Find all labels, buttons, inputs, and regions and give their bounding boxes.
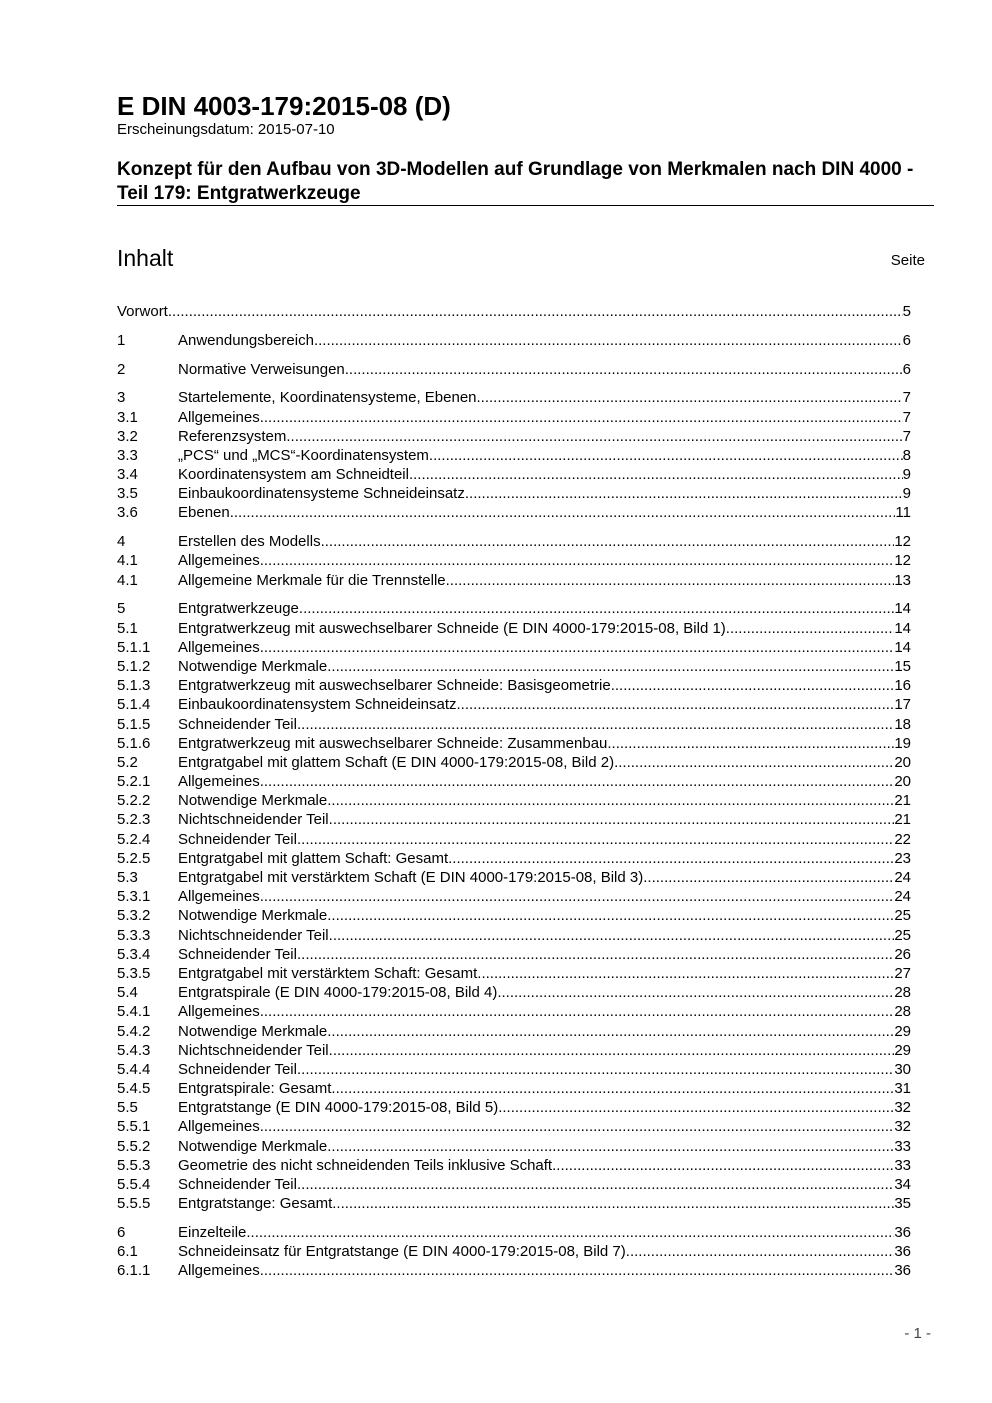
toc-entry-title: Allgemeines [178, 408, 260, 426]
toc-entry-title: Einzelteile [178, 1224, 247, 1241]
toc-entry-title: Schneidender Teil [178, 1176, 297, 1194]
toc-entry-number: 3.6 [117, 504, 138, 522]
toc-entry-page: 20 [894, 753, 911, 771]
toc-entry-title: Notwendige Merkmale [178, 792, 328, 810]
page-number: - 1 - [904, 1325, 931, 1342]
toc-entry-number: 5.4.4 [117, 1060, 151, 1078]
toc-entry-number: 5.1 [117, 619, 138, 637]
toc-entry-title: „PCS“ und „MCS“-Koordinatensystem [178, 446, 429, 464]
toc-entry-title: Anwendungsbereich [178, 331, 314, 349]
toc-entry-number: 5.1.4 [117, 696, 151, 714]
toc-entry-number: 4.1 [117, 571, 138, 589]
toc-entry-page: 27 [894, 964, 911, 982]
toc-dot-leader [327, 906, 894, 925]
toc-dot-leader [331, 1079, 894, 1098]
toc-entry-title: Einbaukoordinatensysteme Schneideinsatz [178, 485, 465, 503]
toc-entry[interactable] [117, 1002, 911, 1021]
toc-dot-leader [329, 810, 895, 829]
toc-entry-number: 5.5 [117, 1099, 138, 1117]
toc-entry-line [178, 638, 911, 657]
toc-entry-number: 5.1.1 [117, 638, 151, 656]
toc-entry-number: 5.4.5 [117, 1080, 151, 1098]
toc-dot-leader [327, 791, 894, 810]
toc-entry-line [178, 1137, 911, 1156]
toc-entry-number: 3.3 [117, 446, 138, 464]
toc-entry-number: 5.3.1 [117, 888, 151, 906]
toc-entry-line [178, 1261, 911, 1280]
toc-entry-number: 5.2.4 [117, 830, 151, 848]
toc-entry-title: Entgratwerkzeuge [178, 600, 299, 618]
toc-entry-number: 5.5.4 [117, 1176, 151, 1194]
toc-entry-page: 15 [894, 657, 911, 675]
toc-dot-leader [429, 446, 903, 465]
toc-dot-leader [345, 360, 903, 379]
toc-entry-line [178, 484, 911, 503]
toc-entry-page: 36 [894, 1243, 911, 1261]
toc-entry-title: Schneidender Teil [178, 830, 297, 848]
toc-dot-leader [297, 945, 894, 964]
toc-entry-line [178, 1242, 911, 1261]
toc-entry-page: 17 [894, 696, 911, 714]
toc-entry-line [178, 1041, 911, 1060]
toc-entry[interactable] [117, 503, 911, 522]
toc-entry-number: 3.5 [117, 485, 138, 503]
toc-entry-number: 5.2.1 [117, 773, 151, 791]
toc-dot-leader [626, 1242, 895, 1261]
toc-entry-line [178, 427, 911, 446]
toc-entry-title: Entgratgabel mit verstärktem Schaft: Gesamt [178, 964, 478, 982]
toc-entry-title: Erstellen des Modells [178, 533, 321, 551]
toc-entry-number: 4.1 [117, 552, 138, 570]
toc-entry-page: 25 [894, 907, 911, 925]
toc-entry[interactable] [117, 427, 911, 446]
toc-entry-title: Entgratgabel mit glattem Schaft: Gesamt [178, 849, 449, 867]
toc-entry-title: Allgemeine Merkmale für die Trennstelle [178, 571, 446, 589]
toc-dot-leader [498, 1098, 894, 1117]
toc-entry-page: 33 [894, 1156, 911, 1174]
toc-entry-line [178, 676, 911, 695]
toc-entry-number: 5.2.3 [117, 811, 151, 829]
toc-entry[interactable] [117, 791, 911, 810]
toc-entry-page: 8 [902, 446, 911, 464]
toc-entry-number: 5.3.2 [117, 907, 151, 925]
toc-entry-title: Koordinatensystem am Schneidteil [178, 466, 409, 484]
toc-entry-page: 20 [894, 773, 911, 791]
toc-entry-line [117, 302, 911, 321]
toc-entry-number: 5.1.3 [117, 677, 151, 695]
toc-entry-line [178, 983, 911, 1002]
toc-entry-title: Allgemeines [178, 1118, 260, 1136]
toc-entry-line [178, 695, 911, 714]
toc-entry-title: Entgratstange (E DIN 4000-179:2015-08, Bild 5) [178, 1099, 499, 1117]
toc-entry-number: 5.4.2 [117, 1022, 151, 1040]
toc-entry[interactable] [117, 1156, 911, 1175]
toc-entry-line [178, 1098, 911, 1117]
toc-entry-title: Nichtschneidender Teil [178, 1041, 329, 1059]
toc-entry-page: 28 [894, 984, 911, 1002]
toc-entry-number: 5.3.4 [117, 945, 151, 963]
toc-entry-page: 29 [894, 1022, 911, 1040]
toc-entry[interactable] [117, 484, 911, 503]
toc-dot-leader [477, 388, 903, 407]
toc-entry[interactable] [117, 849, 911, 868]
toc-entry-title: Allgemeines [178, 773, 260, 791]
toc-entry-page: 35 [894, 1195, 911, 1213]
toc-dot-leader [286, 427, 902, 446]
document-id: E DIN 4003-179:2015-08 (D) [117, 91, 451, 121]
toc-entry-line [178, 388, 911, 407]
toc-entry-page: 24 [894, 888, 911, 906]
toc-entry[interactable] [117, 465, 911, 484]
toc-entry-page: 21 [894, 811, 911, 829]
toc-entry-number: 5.4 [117, 984, 138, 1002]
toc-entry-page: 14 [894, 638, 911, 656]
toc-entry-line [178, 551, 911, 570]
toc-entry-line [178, 1194, 911, 1213]
toc-entry-title: Entgratgabel mit verstärktem Schaft (E DIN 4000-179:2015-08, Bild 3) [178, 869, 644, 887]
toc-entry-title: Referenzsystem [178, 427, 287, 445]
toc-entry[interactable] [117, 1261, 911, 1280]
toc-entry-title: Notwendige Merkmale [178, 907, 328, 925]
toc-heading: Inhalt [117, 245, 174, 271]
toc-entry-page: 6 [902, 331, 911, 349]
toc-entry-line [178, 657, 911, 676]
toc-entry[interactable] [117, 360, 911, 379]
toc-dot-leader [329, 926, 895, 945]
toc-entry-line [178, 715, 911, 734]
toc-entry-title: Entgratwerkzeug mit auswechselbarer Schneide (E DIN 4000-179:2015-08, Bild 1) [178, 619, 726, 637]
toc-dot-leader [329, 1041, 895, 1060]
toc-entry[interactable] [117, 1098, 911, 1117]
toc-entry-line [178, 791, 911, 810]
toc-entry-title: Entgratstange: Gesamt [178, 1195, 333, 1213]
toc-entry[interactable] [117, 408, 911, 427]
toc-dot-leader [327, 1022, 894, 1041]
toc-dot-leader [260, 408, 903, 427]
toc-entry-line [178, 1223, 911, 1242]
toc-entry-page: 12 [894, 533, 911, 551]
toc-entry[interactable] [117, 810, 911, 829]
title-divider [117, 205, 934, 206]
toc-entry-title: Schneideinsatz für Entgratstange (E DIN 4000-179:2015-08, Bild 7) [178, 1243, 626, 1261]
toc-entry-number: 5.1.2 [117, 657, 151, 675]
toc-entry-line [178, 753, 911, 772]
toc-dot-leader [614, 753, 894, 772]
toc-dot-leader [260, 551, 895, 570]
toc-entry-number: 5.5.3 [117, 1156, 151, 1174]
toc-dot-leader [457, 695, 895, 714]
toc-entry-page: 23 [894, 849, 911, 867]
toc-entry-line [178, 849, 911, 868]
toc-entry[interactable] [117, 619, 911, 638]
toc-entry-title: Entgratwerkzeug mit auswechselbarer Schneide: Basisgeometrie [178, 677, 611, 695]
toc-entry-page: 32 [894, 1118, 911, 1136]
toc-entry-title: Entgratspirale: Gesamt [178, 1080, 332, 1098]
toc-dot-leader [246, 1223, 894, 1242]
toc-entry[interactable] [117, 446, 911, 465]
toc-entry-number: 5.2.5 [117, 849, 151, 867]
toc-entry-title: Ebenen [178, 504, 230, 522]
toc-entry-number: 5.3.5 [117, 964, 151, 982]
toc-entry-page: 36 [894, 1262, 911, 1280]
toc-dot-leader [446, 571, 895, 590]
toc-entry-line [178, 772, 911, 791]
toc-entry-number: 3 [117, 389, 126, 407]
toc-entry-line [178, 887, 911, 906]
toc-entry-line [178, 1079, 911, 1098]
toc-entry-number: 6.1 [117, 1243, 138, 1261]
toc-entry-page: 26 [894, 945, 911, 963]
toc-entry[interactable] [117, 1137, 911, 1156]
toc-entry-line [178, 532, 911, 551]
toc-entry-number: 5.5.5 [117, 1195, 151, 1213]
toc-entry[interactable] [117, 983, 911, 1002]
toc-dot-leader [260, 887, 895, 906]
toc-dot-leader [611, 676, 895, 695]
toc-entry[interactable] [117, 1022, 911, 1041]
toc-entry-page: 11 [895, 504, 911, 522]
table-of-contents [117, 302, 911, 1281]
toc-dot-leader [332, 1194, 894, 1213]
toc-dot-leader [260, 1117, 895, 1136]
toc-entry-page: 7 [902, 427, 911, 445]
toc-entry[interactable] [117, 715, 911, 734]
toc-page-column-label: Seite [890, 252, 925, 269]
toc-entry-title: Nichtschneidender Teil [178, 926, 329, 944]
toc-entry-number: 6 [117, 1224, 126, 1241]
toc-entry-number: 5.3 [117, 869, 138, 887]
toc-entry[interactable] [117, 695, 911, 714]
toc-entry-page: 5 [902, 303, 911, 320]
toc-dot-leader [448, 849, 894, 868]
toc-entry-page: 12 [894, 552, 911, 570]
toc-entry-line [178, 446, 911, 465]
toc-dot-leader [168, 302, 903, 321]
toc-entry[interactable] [117, 1060, 911, 1079]
toc-entry-line [178, 964, 911, 983]
toc-entry-title: Schneidender Teil [178, 945, 297, 963]
toc-entry-page: 14 [894, 600, 911, 618]
toc-entry-number: 1 [117, 331, 126, 349]
toc-entry[interactable] [117, 1223, 911, 1242]
toc-entry-line [178, 868, 911, 887]
toc-entry[interactable] [117, 676, 911, 695]
toc-entry-number: 5.2.2 [117, 792, 151, 810]
toc-entry[interactable] [117, 532, 911, 551]
toc-dot-leader [297, 1175, 894, 1194]
toc-entry-page: 28 [894, 1003, 911, 1021]
toc-entry-line [178, 503, 911, 522]
toc-entry-page: 9 [902, 466, 911, 484]
toc-entry-page: 31 [894, 1080, 911, 1098]
toc-entry[interactable] [117, 638, 911, 657]
toc-entry-title: Schneidender Teil [178, 715, 297, 733]
toc-dot-leader [643, 868, 894, 887]
toc-dot-leader [465, 484, 903, 503]
toc-entry-line [178, 926, 911, 945]
toc-entry-page: 14 [894, 619, 911, 637]
toc-entry[interactable] [117, 551, 911, 570]
toc-entry-page: 9 [902, 485, 911, 503]
toc-entry-line [178, 571, 911, 590]
document-title: Konzept für den Aufbau von 3D-Modellen auf Grundlage von Merkmalen nach DIN 4000 - Teil 179: Entgratwerkzeuge [117, 159, 914, 204]
toc-entry-line [178, 1002, 911, 1021]
toc-entry-title: Startelemente, Koordinatensysteme, Ebenen [178, 389, 477, 407]
toc-entry-line [178, 830, 911, 849]
toc-entry-line [178, 465, 911, 484]
toc-entry-number: 5.3.3 [117, 926, 151, 944]
toc-entry-title: Normative Verweisungen [178, 360, 345, 378]
toc-entry[interactable] [117, 1117, 911, 1136]
toc-entry[interactable] [117, 1194, 911, 1213]
toc-entry-page: 36 [894, 1224, 911, 1241]
toc-entry-title: Nichtschneidender Teil [178, 811, 329, 829]
toc-entry-line [178, 945, 911, 964]
toc-entry-line [178, 1060, 911, 1079]
toc-entry-line [178, 599, 911, 618]
toc-entry-number: 5.5.1 [117, 1118, 151, 1136]
toc-entry-number: 5.2 [117, 753, 138, 771]
toc-entry-line [178, 1022, 911, 1041]
toc-entry-line [178, 1175, 911, 1194]
toc-entry-number: 4 [117, 533, 126, 551]
toc-dot-leader [297, 1060, 894, 1079]
toc-entry[interactable] [117, 964, 911, 983]
toc-dot-leader [297, 715, 894, 734]
toc-entry-page: 25 [894, 926, 911, 944]
toc-entry-number: 5.4.3 [117, 1041, 151, 1059]
toc-dot-leader [299, 599, 894, 618]
toc-entry-title: Notwendige Merkmale [178, 1022, 328, 1040]
toc-entry[interactable] [117, 571, 911, 590]
toc-entry-page: 34 [894, 1176, 911, 1194]
toc-entry-title: Vorwort [117, 303, 168, 320]
toc-entry-title: Geometrie des nicht schneidenden Teils inklusive Schaft [178, 1156, 553, 1174]
toc-dot-leader [607, 734, 894, 753]
toc-entry-number: 3.4 [117, 466, 138, 484]
toc-entry-line [178, 1156, 911, 1175]
toc-entry-page: 33 [894, 1137, 911, 1155]
toc-entry-title: Notwendige Merkmale [178, 1137, 328, 1155]
toc-entry-title: Entgratspirale (E DIN 4000-179:2015-08, Bild 4) [178, 984, 498, 1002]
toc-entry[interactable] [117, 868, 911, 887]
toc-dot-leader [314, 331, 903, 350]
toc-entry[interactable] [117, 1079, 911, 1098]
toc-dot-leader [409, 465, 903, 484]
toc-entry-title: Allgemeines [178, 1003, 260, 1021]
toc-dot-leader [327, 657, 894, 676]
toc-entry-number: 5.1.5 [117, 715, 151, 733]
toc-entry-page: 7 [902, 389, 911, 407]
toc-entry-number: 5.1.6 [117, 734, 151, 752]
toc-dot-leader [321, 532, 895, 551]
toc-entry-number: 5.4.1 [117, 1003, 151, 1021]
toc-entry-title: Entgratwerkzeug mit auswechselbarer Schneide: Zusammenbau [178, 734, 608, 752]
toc-entry[interactable] [117, 657, 911, 676]
toc-entry-page: 22 [894, 830, 911, 848]
toc-entry-line [178, 360, 911, 379]
toc-entry-number: 5 [117, 600, 126, 618]
toc-entry[interactable] [117, 945, 911, 964]
toc-entry[interactable] [117, 302, 911, 321]
toc-entry[interactable] [117, 926, 911, 945]
toc-entry-title: Allgemeines [178, 552, 260, 570]
toc-entry-number: 3.1 [117, 408, 138, 426]
toc-entry[interactable] [117, 1175, 911, 1194]
toc-entry[interactable] [117, 734, 911, 753]
toc-entry-page: 30 [894, 1060, 911, 1078]
toc-entry-line [178, 408, 911, 427]
toc-entry-page: 6 [902, 360, 911, 378]
toc-entry-page: 29 [894, 1041, 911, 1059]
toc-entry-page: 16 [894, 677, 911, 695]
toc-dot-leader [260, 638, 895, 657]
toc-entry-title: Allgemeines [178, 1262, 260, 1280]
toc-dot-leader [230, 503, 896, 522]
toc-dot-leader [260, 772, 895, 791]
toc-entry-title: Entgratgabel mit glattem Schaft (E DIN 4000-179:2015-08, Bild 2) [178, 753, 615, 771]
toc-entry-line [178, 906, 911, 925]
toc-entry-title: Notwendige Merkmale [178, 657, 328, 675]
toc-entry-line [178, 734, 911, 753]
toc-dot-leader [327, 1137, 894, 1156]
toc-entry-page: 21 [894, 792, 911, 810]
toc-entry-page: 24 [894, 869, 911, 887]
toc-entry-number: 2 [117, 360, 126, 378]
toc-entry-line [178, 331, 911, 350]
toc-entry-number: 6.1.1 [117, 1262, 151, 1280]
toc-entry-title: Schneidender Teil [178, 1060, 297, 1078]
toc-dot-leader [477, 964, 894, 983]
toc-entry-number: 5.5.2 [117, 1137, 151, 1155]
toc-entry[interactable] [117, 1041, 911, 1060]
toc-entry-page: 13 [894, 571, 911, 589]
toc-entry[interactable] [117, 830, 911, 849]
toc-entry[interactable] [117, 1242, 911, 1261]
toc-entry[interactable] [117, 887, 911, 906]
toc-entry[interactable] [117, 906, 911, 925]
toc-entry-title: Einbaukoordinatensystem Schneideinsatz [178, 696, 457, 714]
toc-entry[interactable] [117, 388, 911, 407]
toc-entry-number: 3.2 [117, 427, 138, 445]
toc-entry[interactable] [117, 599, 911, 618]
toc-entry-page: 19 [894, 734, 911, 752]
toc-entry-page: 32 [894, 1099, 911, 1117]
toc-entry-title: Allgemeines [178, 638, 260, 656]
toc-entry[interactable] [117, 772, 911, 791]
toc-dot-leader [260, 1002, 895, 1021]
toc-entry-title: Allgemeines [178, 888, 260, 906]
toc-entry-page: 7 [902, 408, 911, 426]
toc-dot-leader [260, 1261, 895, 1280]
toc-entry[interactable] [117, 331, 911, 350]
toc-dot-leader [552, 1156, 894, 1175]
publication-date: Erscheinungsdatum: 2015-07-10 [117, 121, 335, 138]
toc-entry-line [178, 619, 911, 638]
toc-entry-line [178, 810, 911, 829]
toc-entry-line [178, 1117, 911, 1136]
toc-entry-page: 18 [894, 715, 911, 733]
toc-dot-leader [297, 830, 894, 849]
toc-entry[interactable] [117, 753, 911, 772]
toc-dot-leader [497, 983, 894, 1002]
toc-dot-leader [726, 619, 895, 638]
